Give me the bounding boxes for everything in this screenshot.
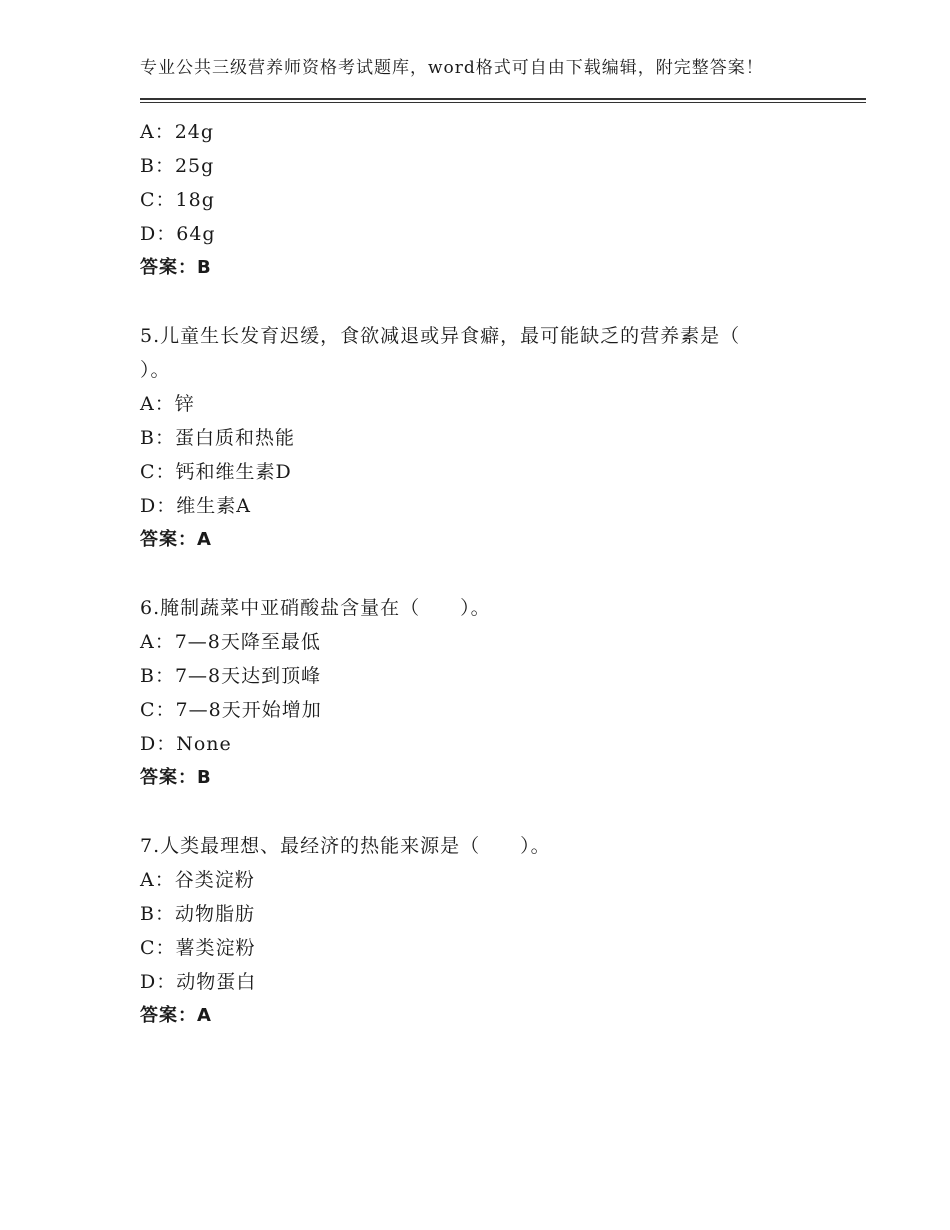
question-4 xyxy=(140,115,830,285)
question-stem: 6.腌制蔬菜中亚硝酸盐含量在（ ）。 xyxy=(140,597,491,619)
option-c: C：7—8天开始增加 xyxy=(140,699,322,721)
spacer xyxy=(140,285,830,319)
question-5 xyxy=(140,319,830,557)
option-d: D：64g xyxy=(140,223,216,245)
spacer xyxy=(140,795,830,829)
question-stem-continued: ）。 xyxy=(140,359,171,381)
option-b: B：7—8天达到顶峰 xyxy=(140,665,322,687)
option-b: B：25g xyxy=(140,155,215,177)
question-6 xyxy=(140,591,830,795)
option-c: C：薯类淀粉 xyxy=(140,937,256,959)
answer-line: 答案：B xyxy=(140,767,212,788)
option-d: D：None xyxy=(140,733,232,755)
option-a: A：谷类淀粉 xyxy=(140,869,255,891)
header-rule-thin xyxy=(140,102,866,103)
option-c: C：钙和维生素D xyxy=(140,461,292,483)
option-a: A：7—8天降至最低 xyxy=(140,631,321,653)
page-header: 专业公共三级营养师资格考试题库，word格式可自由下载编辑，附完整答案！ xyxy=(140,58,764,78)
spacer xyxy=(140,557,830,591)
option-a: A：24g xyxy=(140,121,215,143)
question-7 xyxy=(140,829,830,1033)
option-d: D：维生素A xyxy=(140,495,251,517)
option-a: A：锌 xyxy=(140,393,195,415)
question-content xyxy=(140,115,830,1033)
question-stem: 5.儿童生长发育迟缓，食欲减退或异食癖，最可能缺乏的营养素是（ xyxy=(140,325,741,347)
option-b: B：蛋白质和热能 xyxy=(140,427,295,449)
answer-line: 答案：A xyxy=(140,1005,212,1026)
option-d: D：动物蛋白 xyxy=(140,971,257,993)
option-c: C：18g xyxy=(140,189,215,211)
answer-line: 答案：A xyxy=(140,529,212,550)
question-stem: 7.人类最理想、最经济的热能来源是（ ）。 xyxy=(140,835,551,857)
answer-line: 答案：B xyxy=(140,257,212,278)
header-rule-thick xyxy=(140,98,866,100)
option-b: B：动物脂肪 xyxy=(140,903,255,925)
